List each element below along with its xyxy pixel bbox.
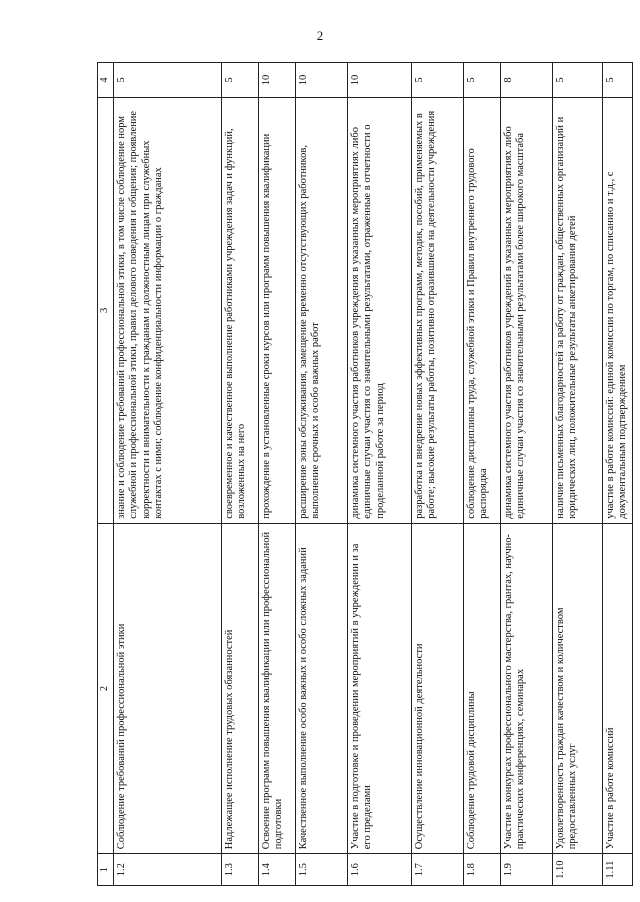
row-score: 10 (258, 63, 295, 98)
row-criterion: Удовлетворенность граждан качеством и количеством предоставленных услуг (552, 523, 602, 853)
row-description: расширение зоны обслуживания, замещение временно отсутствующих работников, выполнение срочных и особо важных работ (295, 97, 347, 523)
row-number: 1.9 (500, 854, 552, 886)
row-description: прохождение в установленные сроки курсов или программ повышения квалификации (258, 97, 295, 523)
row-number: 1.10 (552, 854, 602, 886)
row-description: участие в работе комиссий: единой комиссии по торгам, по списанию и т.д., с документальным подтверждением (602, 97, 632, 523)
table-row (295, 63, 347, 886)
row-number: 1.6 (347, 854, 411, 886)
row-criterion: Надлежащее исполнение трудовых обязанностей (221, 523, 258, 853)
row-score: 5 (463, 63, 500, 98)
row-criterion: Освоение программ повышения квалификации или профессиональной подготовки (258, 523, 295, 853)
table-row (258, 63, 295, 886)
table-row (463, 63, 500, 886)
row-number: 1.2 (113, 854, 221, 886)
row-criterion: Осуществление инновационной деятельности (411, 523, 463, 853)
row-score: 10 (347, 63, 411, 98)
header-cell: 4 (98, 63, 114, 98)
table-row (602, 63, 632, 886)
row-description: соблюдение дисциплины труда, служебной этики и Правил внутреннего трудового распорядка (463, 97, 500, 523)
header-cell: 3 (98, 97, 114, 523)
row-description: наличие письменных благодарностей за работу от граждан, общественных организаций и юридических лиц, положительные результаты анкетирования детей (552, 97, 602, 523)
row-description: знание и соблюдение требований профессиональной этики, в том числе соблюдение норм служебной и профессиональной этики, правил делового поведения и общения; проявление корректности и внимательности к гражданам и должностным лицам при служебных контактах с ними; соблюдение конфиденциальности информации о гражданах (113, 97, 221, 523)
row-description: своевременное и качественное выполнение работниками учреждения задач и функций, возложенных на него (221, 97, 258, 523)
row-criterion: Участие в подготовке и проведении мероприятий в учреждении и за его пределами (347, 523, 411, 853)
header-cell: 2 (98, 523, 114, 853)
row-criterion: Участие в работе комиссий (602, 523, 632, 853)
row-number: 1.8 (463, 854, 500, 886)
row-number: 1.5 (295, 854, 347, 886)
row-description: динамика системного участия работников учреждений в указанных мероприятиях либо единичные случаи участия со значительными результатами более широкого масштаба (500, 97, 552, 523)
row-criterion: Соблюдение трудовой дисциплины (463, 523, 500, 853)
row-score: 5 (411, 63, 463, 98)
criteria-table (97, 62, 633, 886)
row-score: 10 (295, 63, 347, 98)
row-description: разработка и внедрение новых эффективных программ, методик, пособий, применяемых в работе; высокие результаты работы, позитивно отразившиеся на деятельности учреждения (411, 97, 463, 523)
row-description: динамика системного участия работников учреждения в указанных мероприятиях либо единичные случаи участия со значительными результатами, отраженные в отчетности о проделанной работе за период (347, 97, 411, 523)
row-criterion: Качественное выполнение особо важных и особо сложных заданий (295, 523, 347, 853)
row-score: 5 (552, 63, 602, 98)
table-row (113, 63, 221, 886)
page-number: 2 (316, 28, 324, 43)
header-cell: 1 (98, 854, 114, 886)
row-criterion: Соблюдение требований профессиональной этики (113, 523, 221, 853)
table-row (347, 63, 411, 886)
table-row (411, 63, 463, 886)
row-number: 1.11 (602, 854, 632, 886)
row-score: 5 (113, 63, 221, 98)
table-header-row (98, 63, 114, 886)
table-row (552, 63, 602, 886)
row-criterion: Участие в конкурсах профессионального мастерства, грантах, научно-практических конференциях, семинарах (500, 523, 552, 853)
row-number: 1.7 (411, 854, 463, 886)
table-row (500, 63, 552, 886)
table-wrapper (97, 62, 628, 886)
row-number: 1.3 (221, 854, 258, 886)
row-score: 5 (602, 63, 632, 98)
row-score: 5 (221, 63, 258, 98)
row-score: 8 (500, 63, 552, 98)
row-number: 1.4 (258, 854, 295, 886)
table-row (221, 63, 258, 886)
